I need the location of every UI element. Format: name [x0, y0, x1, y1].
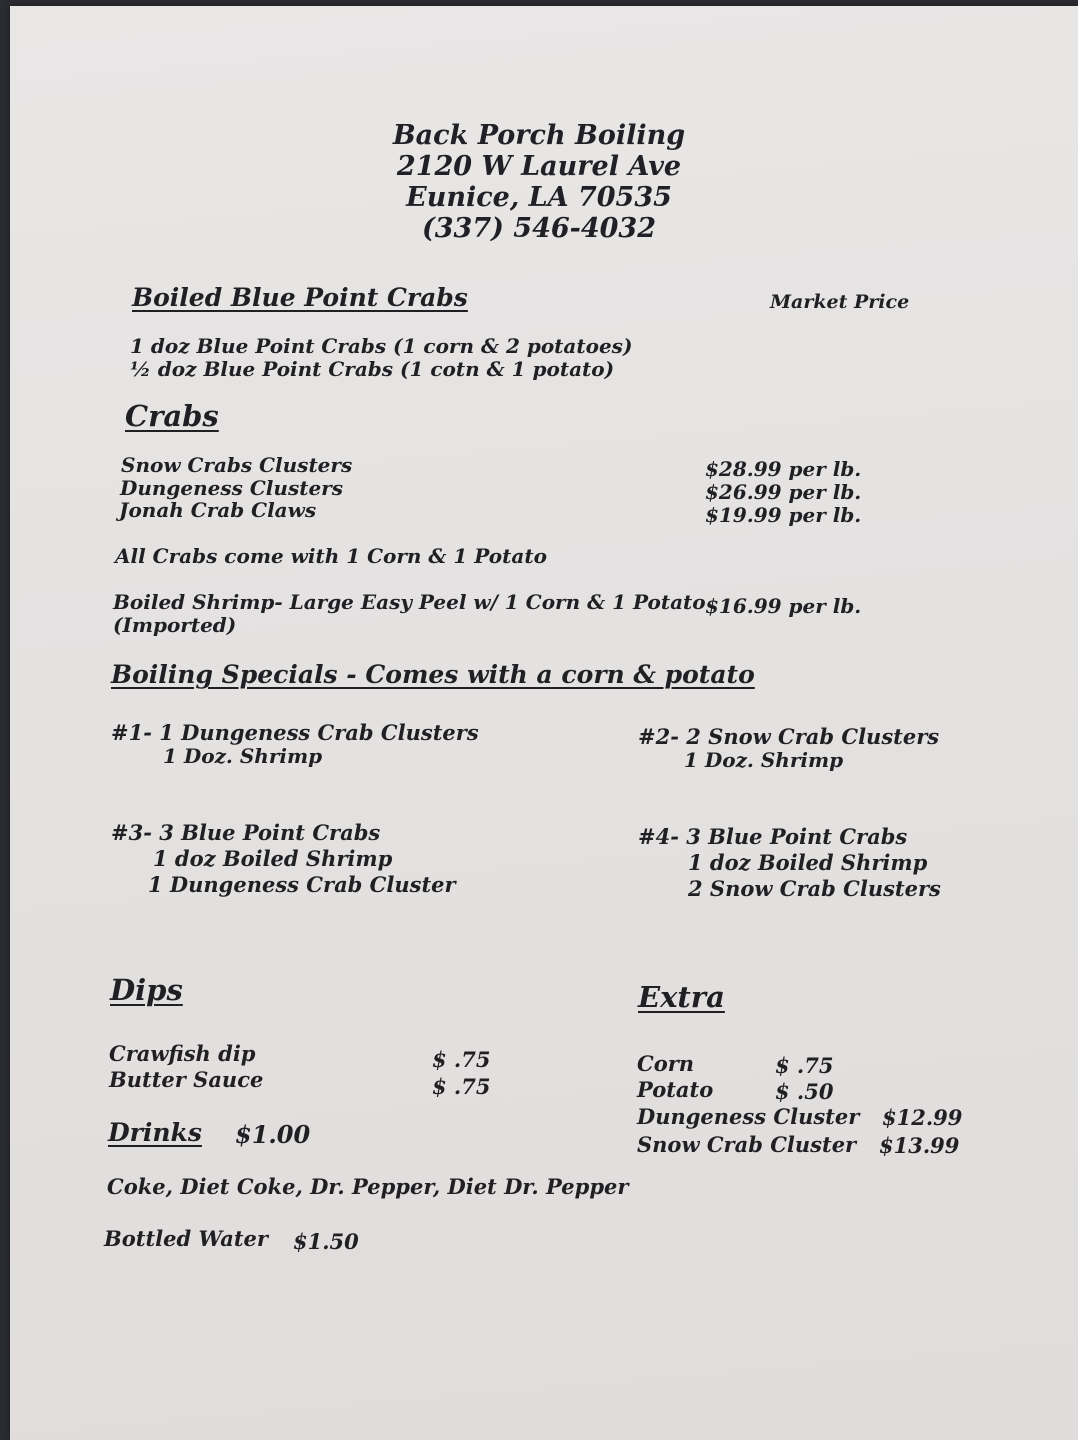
bottled-water-price: $1.50 — [293, 1229, 359, 1254]
dips-title: Dips — [110, 973, 183, 1007]
crab-item-price: $19.99 per lb. — [705, 503, 862, 527]
restaurant-city: Eunice, LA 70535 — [406, 182, 672, 213]
dip-item-name: Crawfish dip — [109, 1041, 256, 1066]
crabs-title: Crabs — [125, 399, 219, 433]
extra-item-name: Potato — [637, 1077, 714, 1102]
crab-item-price: $28.99 per lb. — [705, 457, 862, 481]
restaurant-name: Back Porch Boiling — [392, 120, 686, 151]
extra-item-name: Corn — [637, 1051, 695, 1076]
drinks-list: Coke, Diet Coke, Dr. Pepper, Diet Dr. Pepper — [107, 1174, 629, 1199]
shrimp-price: $16.99 per lb. — [705, 594, 862, 618]
extra-item-price: $13.99 — [879, 1133, 960, 1158]
special-1-title: #1- 1 Dungeness Crab Clusters — [111, 720, 479, 745]
shrimp-sub: (Imported) — [113, 613, 237, 637]
extra-item-name: Dungeness Cluster — [637, 1104, 860, 1129]
restaurant-address: 2120 W Laurel Ave — [396, 151, 682, 182]
drinks-price: $1.00 — [235, 1120, 311, 1149]
dip-item-name: Butter Sauce — [109, 1067, 264, 1092]
extra-title: Extra — [638, 980, 725, 1014]
specials-title: Boiling Specials - Comes with a corn & potato — [111, 660, 755, 689]
special-4-line: 1 doz Boiled Shrimp — [688, 850, 928, 875]
dip-item-price: $ .75 — [432, 1047, 491, 1072]
special-3-title: #3- 3 Blue Point Crabs — [111, 820, 381, 845]
special-2-line: 1 Doz. Shrimp — [684, 748, 844, 772]
extra-item-price: $ .75 — [775, 1053, 834, 1078]
extra-item-name: Snow Crab Cluster — [637, 1132, 857, 1157]
drinks-title: Drinks — [108, 1118, 202, 1147]
market-price: Market Price — [770, 291, 910, 313]
special-2-title: #2- 2 Snow Crab Clusters — [638, 724, 940, 749]
special-4-title: #4- 3 Blue Point Crabs — [638, 824, 908, 849]
bottled-water: Bottled Water — [104, 1226, 268, 1251]
crab-item-price: $26.99 per lb. — [705, 480, 862, 504]
dip-item-price: $ .75 — [432, 1074, 491, 1099]
crab-item-name: Snow Crabs Clusters — [121, 453, 353, 477]
shrimp-name: Boiled Shrimp- Large Easy Peel w/ 1 Corn & 1 Potato — [113, 590, 706, 614]
special-1-line: 1 Doz. Shrimp — [163, 744, 323, 768]
special-3-line: 1 doz Boiled Shrimp — [153, 846, 393, 871]
crabs-note: All Crabs come with 1 Corn & 1 Potato — [115, 544, 547, 568]
blue-point-item: 1 doz Blue Point Crabs (1 corn & 2 potatoes) — [130, 334, 633, 358]
special-4-line: 2 Snow Crab Clusters — [688, 876, 941, 901]
crab-item-name: Jonah Crab Claws — [119, 498, 317, 522]
restaurant-phone: (337) 546-4032 — [421, 213, 657, 244]
blue-point-title: Boiled Blue Point Crabs — [132, 283, 468, 312]
crab-item-name: Dungeness Clusters — [120, 476, 343, 500]
special-3-line: 1 Dungeness Crab Cluster — [148, 872, 456, 897]
extra-item-price: $12.99 — [882, 1105, 963, 1130]
blue-point-item: ½ doz Blue Point Crabs (1 cotn & 1 potato) — [130, 357, 615, 381]
extra-item-price: $ .50 — [775, 1079, 834, 1104]
